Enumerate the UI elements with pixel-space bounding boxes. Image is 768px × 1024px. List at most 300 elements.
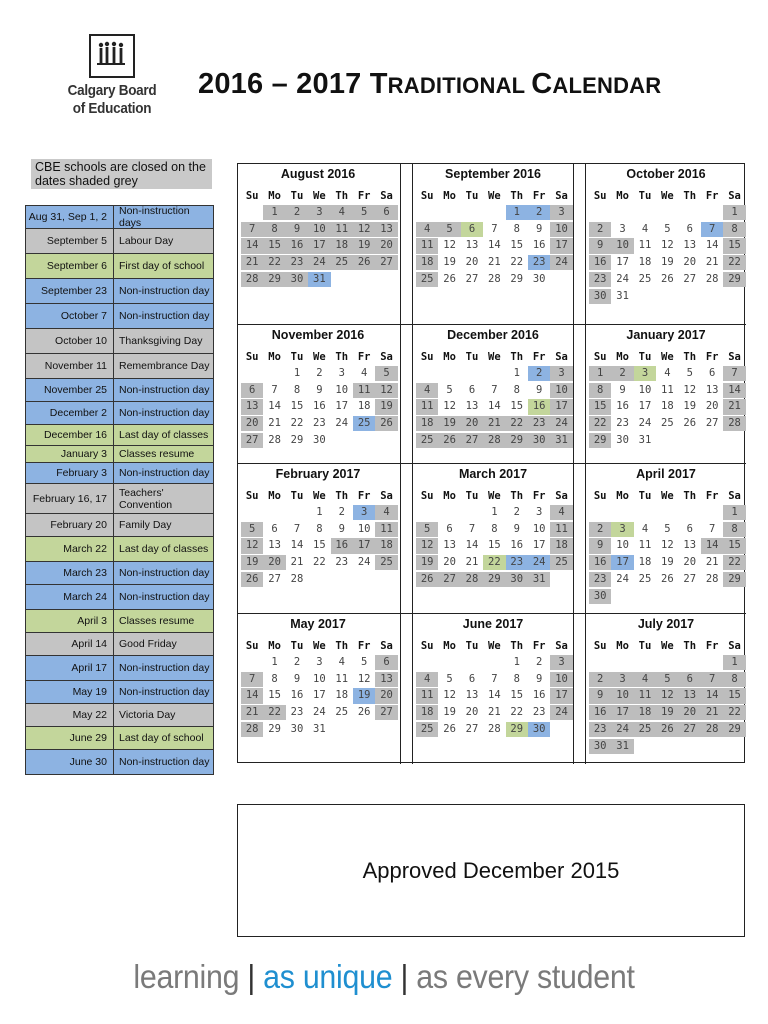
logo-name (65, 82, 159, 118)
day-cell: 21 (483, 416, 505, 431)
day-cell: 28 (241, 722, 263, 737)
day-cell: 7 (708, 522, 716, 535)
weekday-label: Mo (443, 190, 456, 202)
day-cell: 8 (271, 672, 278, 685)
day-cell: 23 (589, 722, 611, 737)
month-block (413, 464, 573, 588)
day-cell: 3 (611, 522, 633, 537)
tagline-as-every-student: as every student (408, 958, 635, 995)
legend-date: October 7 (26, 304, 114, 328)
day-cell: 17 (313, 689, 326, 702)
day-cell: 2 (589, 222, 611, 237)
weekday-label: Fr (532, 490, 546, 502)
empty-cell (461, 366, 483, 381)
day-cell: 9 (589, 688, 611, 703)
weekday-header (589, 638, 746, 654)
weekday-label: Fr (532, 190, 546, 202)
legend-date: March 24 (26, 585, 114, 609)
weekday-header (241, 638, 398, 654)
day-cell: 5 (438, 222, 460, 237)
day-cell: 26 (416, 572, 438, 587)
day-cell: 3 (535, 505, 543, 518)
legend-row (25, 254, 214, 279)
day-cell: 16 (331, 538, 353, 553)
weekday-label: Mo (268, 190, 281, 202)
weekday-header (241, 188, 398, 204)
empty-cell (611, 205, 633, 220)
day-cell: 16 (616, 400, 629, 413)
day-cell: 30 (286, 272, 308, 287)
weekday-label: Th (335, 351, 349, 363)
day-cell: 15 (589, 399, 611, 414)
weekday-label: Sa (380, 351, 393, 363)
empty-cell (416, 205, 438, 220)
day-cell: 24 (616, 273, 629, 286)
day-cell: 12 (357, 672, 371, 685)
day-cell: 24 (616, 573, 629, 586)
day-cell: 30 (528, 722, 550, 737)
day-cell: 29 (723, 272, 745, 287)
day-cell: 12 (443, 689, 456, 702)
weekday-label: Su (245, 490, 259, 502)
day-cell: 29 (723, 722, 745, 737)
weekday-label: Tu (465, 351, 479, 363)
day-cell: 25 (335, 706, 349, 719)
day-cell: 10 (335, 383, 349, 396)
day-cell: 28 (723, 416, 745, 431)
day-cell: 22 (510, 256, 524, 269)
day-cell: 12 (375, 383, 397, 398)
day-cell: 6 (679, 672, 701, 687)
weekday-label: Mo (268, 640, 281, 652)
weekday-label: Su (245, 190, 259, 202)
weekday-label: Mo (616, 351, 629, 363)
day-cell: 9 (338, 522, 345, 535)
day-cell: 2 (293, 655, 301, 668)
title-c: C (531, 68, 553, 100)
weekday-label: Fr (357, 190, 371, 202)
day-cell: 16 (286, 238, 308, 253)
empty-cell (416, 505, 438, 520)
day-cell: 12 (661, 539, 674, 552)
legend-row (25, 425, 214, 446)
day-cell: 19 (416, 555, 438, 570)
day-cell: 3 (634, 366, 656, 381)
empty-cell (656, 205, 678, 220)
day-cell: 20 (241, 416, 263, 431)
legend-description: Last day of classes (119, 543, 209, 555)
legend-date: April 3 (26, 610, 114, 632)
day-cell: 13 (241, 399, 263, 414)
day-cell: 4 (375, 505, 397, 520)
weekday-label: Sa (555, 351, 568, 363)
weekday-label: Th (683, 640, 697, 652)
month-block (413, 614, 573, 738)
weekday-label: Tu (290, 490, 304, 502)
day-cell: 22 (483, 555, 505, 570)
weekday-label: We (661, 351, 674, 363)
legend-description: Victoria Day (119, 709, 176, 721)
legend-row (25, 562, 214, 585)
month-block (586, 164, 746, 305)
day-cell: 18 (357, 400, 371, 413)
day-cell: 9 (619, 383, 626, 396)
day-cell: 20 (679, 705, 701, 720)
legend-description: Labour Day (119, 235, 174, 247)
day-cell: 14 (488, 400, 501, 413)
day-cell: 23 (528, 416, 550, 431)
day-cell: 26 (353, 255, 375, 270)
month-title: October 2016 (626, 167, 706, 181)
day-cell: 12 (661, 239, 674, 252)
day-cell: 26 (357, 706, 371, 719)
day-cell: 1 (263, 205, 285, 220)
day-cell: 4 (664, 366, 671, 379)
day-cell: 30 (506, 572, 528, 587)
legend-row (25, 279, 214, 304)
weekday-header (589, 188, 746, 204)
day-cell: 3 (550, 205, 572, 220)
month-title: September 2016 (445, 167, 541, 181)
day-cell: 11 (634, 688, 656, 703)
legend-date: December 2 (26, 402, 114, 424)
day-cell: 4 (641, 522, 649, 535)
empty-cell (634, 505, 656, 520)
empty-cell (679, 655, 701, 670)
day-cell: 27 (465, 723, 479, 736)
day-cell: 12 (443, 400, 456, 413)
day-cell: 4 (360, 366, 368, 379)
calendar-divider (400, 164, 401, 764)
day-cell: 13 (375, 222, 397, 237)
legend-description: Non-instruction day (119, 384, 210, 396)
day-cell: 12 (683, 383, 697, 396)
empty-cell (634, 205, 656, 220)
weekday-label: Su (245, 640, 259, 652)
day-cell: 1 (513, 366, 520, 379)
day-cell: 18 (416, 705, 438, 720)
days-grid (241, 204, 398, 288)
day-cell: 14 (488, 239, 501, 252)
day-cell: 5 (375, 366, 397, 381)
day-cell: 12 (416, 538, 438, 553)
legend-description: First day of school (119, 260, 205, 272)
weekday-label: We (661, 640, 674, 652)
day-cell: 30 (290, 723, 304, 736)
day-cell: 19 (443, 256, 456, 269)
day-cell: 4 (416, 383, 438, 398)
day-cell: 27 (438, 572, 460, 587)
weekday-label: Su (593, 640, 607, 652)
weekday-header (416, 188, 573, 204)
weekday-header (416, 488, 573, 504)
weekday-label: We (488, 190, 501, 202)
day-cell: 20 (465, 706, 479, 719)
day-cell: 11 (416, 399, 438, 414)
month-block (238, 164, 398, 288)
legend-row (25, 402, 214, 425)
day-cell: 18 (638, 556, 652, 569)
day-cell: 27 (679, 722, 701, 737)
day-cell: 23 (589, 572, 611, 587)
weekday-label: Th (335, 640, 349, 652)
weekday-label: Su (245, 351, 259, 363)
day-cell: 29 (589, 433, 611, 448)
day-cell: 8 (263, 222, 285, 237)
weekday-label: Sa (380, 640, 393, 652)
day-cell: 1 (589, 366, 611, 381)
day-cell: 6 (468, 672, 476, 685)
day-cell: 29 (506, 433, 528, 448)
legend-date: May 22 (26, 704, 114, 726)
weekday-label: Fr (705, 351, 719, 363)
day-cell: 1 (491, 505, 498, 518)
day-cell: 29 (506, 722, 528, 737)
day-cell: 1 (271, 655, 278, 668)
logo-line-2: of Education (72, 100, 152, 117)
day-cell: 8 (723, 672, 745, 687)
day-cell: 21 (488, 256, 501, 269)
day-cell: 10 (308, 222, 330, 237)
legend-description: Non-instruction day (119, 686, 210, 698)
day-cell: 19 (438, 416, 460, 431)
day-cell: 22 (263, 705, 285, 720)
day-cell: 16 (532, 689, 546, 702)
day-cell: 30 (528, 433, 550, 448)
day-cell: 9 (293, 672, 301, 685)
weekday-label: Fr (532, 640, 546, 652)
day-cell: 11 (550, 522, 572, 537)
day-cell: 18 (638, 256, 652, 269)
day-cell: 13 (465, 689, 479, 702)
day-cell: 2 (528, 366, 550, 381)
legend-description: Teachers' Convention (119, 486, 173, 511)
month-title: April 2017 (636, 467, 696, 481)
day-cell: 29 (723, 572, 745, 587)
day-cell: 16 (589, 255, 611, 270)
day-cell: 16 (528, 399, 550, 414)
weekday-label: We (661, 490, 674, 502)
month-title: May 2017 (290, 617, 346, 631)
month-block (238, 464, 398, 588)
day-cell: 14 (701, 538, 723, 553)
weekday-label: Tu (465, 640, 479, 652)
weekday-label: Mo (268, 351, 281, 363)
calendar-divider (573, 164, 574, 764)
day-cell: 2 (316, 366, 323, 379)
day-cell: 11 (638, 539, 652, 552)
weekday-label: Sa (555, 640, 568, 652)
day-cell: 15 (723, 238, 745, 253)
weekday-header (241, 488, 398, 504)
day-cell: 10 (550, 222, 572, 237)
day-cell: 27 (683, 273, 697, 286)
day-cell: 25 (353, 416, 375, 431)
day-cell: 24 (308, 255, 330, 270)
day-cell: 21 (241, 255, 263, 270)
day-cell: 13 (679, 688, 701, 703)
day-cell: 21 (723, 399, 745, 414)
day-cell: 2 (589, 672, 611, 687)
logo-figures-icon (89, 34, 135, 78)
day-cell: 17 (308, 238, 330, 253)
day-cell: 10 (550, 383, 572, 398)
legend-date: June 29 (26, 727, 114, 749)
day-cell: 28 (290, 573, 304, 586)
day-cell: 14 (723, 383, 745, 398)
day-cell: 22 (506, 416, 528, 431)
weekday-label: Tu (638, 640, 652, 652)
day-cell: 3 (316, 655, 323, 668)
weekday-label: Th (510, 351, 524, 363)
day-cell: 15 (268, 689, 281, 702)
day-cell: 1 (316, 505, 323, 518)
legend-row (25, 206, 214, 229)
legend-row (25, 514, 214, 537)
day-cell: 2 (338, 505, 345, 518)
day-cell: 29 (268, 723, 281, 736)
legend-description: Family Day (119, 519, 172, 531)
empty-cell (438, 505, 460, 520)
title-alendar: ALENDAR (552, 73, 662, 98)
day-cell: 1 (293, 366, 301, 379)
day-cell: 14 (488, 689, 501, 702)
empty-cell (701, 205, 723, 220)
day-cell: 22 (263, 255, 285, 270)
day-cell: 29 (510, 273, 524, 286)
day-cell: 17 (616, 256, 629, 269)
day-cell: 16 (313, 400, 326, 413)
empty-cell (263, 366, 285, 381)
legend-date: December 16 (26, 425, 114, 445)
day-cell: 27 (465, 273, 479, 286)
day-cell: 10 (616, 539, 629, 552)
day-cell: 8 (491, 522, 498, 535)
day-cell: 28 (705, 573, 719, 586)
day-cell: 16 (290, 689, 304, 702)
day-cell: 16 (589, 705, 611, 720)
day-cell: 26 (443, 723, 456, 736)
day-cell: 17 (550, 238, 572, 253)
weekday-label: Th (510, 640, 524, 652)
legend-description: Classes resume (119, 615, 195, 627)
day-cell: 5 (664, 222, 671, 235)
day-cell: 5 (686, 366, 693, 379)
legend-row (25, 446, 214, 463)
day-cell: 19 (661, 556, 674, 569)
day-cell: 1 (506, 205, 528, 220)
tagline-separator: | (400, 958, 409, 995)
day-cell: 7 (491, 383, 498, 396)
day-cell: 18 (331, 238, 353, 253)
day-cell: 8 (513, 222, 520, 235)
day-cell: 8 (589, 383, 611, 398)
day-cell: 20 (705, 400, 719, 413)
day-cell: 28 (268, 434, 281, 447)
legend-row (25, 304, 214, 329)
legend-row (25, 537, 214, 562)
empty-cell (634, 655, 656, 670)
legend-description: Non-instruction day (119, 756, 210, 768)
day-cell: 29 (263, 272, 285, 287)
legend-date: February 20 (26, 514, 114, 536)
day-cell: 23 (313, 417, 326, 430)
legend-description: Thanksgiving Day (119, 335, 203, 347)
empty-cell (483, 366, 505, 381)
approved-text: Approved December 2015 (362, 857, 620, 883)
day-cell: 16 (510, 539, 524, 552)
empty-cell (679, 205, 701, 220)
day-cell: 14 (465, 539, 479, 552)
day-cell: 13 (268, 539, 281, 552)
day-cell: 4 (338, 655, 345, 668)
day-cell: 5 (416, 522, 438, 537)
day-cell: 27 (683, 573, 697, 586)
day-cell: 27 (268, 573, 281, 586)
weekday-label: Sa (728, 351, 741, 363)
day-cell: 8 (513, 672, 520, 685)
day-cell: 1 (723, 505, 745, 520)
day-cell: 8 (513, 383, 520, 396)
day-cell: 31 (638, 434, 652, 447)
legend-description: Non-instruction day (119, 662, 210, 674)
day-cell: 30 (589, 289, 611, 304)
legend-row (25, 656, 214, 681)
legend-description: Classes resume (119, 448, 195, 460)
legend-row (25, 704, 214, 727)
day-cell: 11 (353, 383, 375, 398)
weekday-label: Su (420, 190, 434, 202)
day-cell: 25 (416, 433, 438, 448)
empty-cell (438, 366, 460, 381)
days-grid (416, 654, 573, 738)
day-cell: 5 (446, 672, 453, 685)
month-block (413, 325, 573, 449)
weekday-header (241, 349, 398, 365)
day-cell: 8 (723, 222, 745, 237)
day-cell: 9 (535, 222, 543, 235)
day-cell: 24 (313, 706, 326, 719)
day-cell: 27 (705, 417, 719, 430)
day-cell: 20 (375, 238, 397, 253)
day-cell: 28 (461, 572, 483, 587)
day-cell: 18 (634, 705, 656, 720)
day-cell: 21 (701, 705, 723, 720)
weekday-label: Th (683, 351, 697, 363)
weekday-header (416, 638, 573, 654)
legend-description: Non-instruction day (119, 310, 210, 322)
weekday-label: Th (510, 190, 524, 202)
days-grid (416, 504, 573, 588)
approved-box (237, 804, 745, 937)
day-cell: 11 (375, 522, 397, 537)
weekday-label: Tu (638, 351, 652, 363)
day-cell: 25 (331, 255, 353, 270)
day-cell: 15 (290, 400, 304, 413)
empty-cell (701, 655, 723, 670)
day-cell: 16 (532, 239, 546, 252)
weekday-label: Th (510, 490, 524, 502)
day-cell: 5 (360, 655, 368, 668)
title-t: T (369, 68, 388, 100)
weekday-label: Mo (268, 490, 281, 502)
day-cell: 11 (416, 688, 438, 703)
weekday-label: Tu (290, 190, 304, 202)
weekday-label: Fr (357, 490, 371, 502)
day-cell: 25 (661, 417, 674, 430)
day-cell: 25 (416, 722, 438, 737)
day-cell: 23 (616, 417, 629, 430)
